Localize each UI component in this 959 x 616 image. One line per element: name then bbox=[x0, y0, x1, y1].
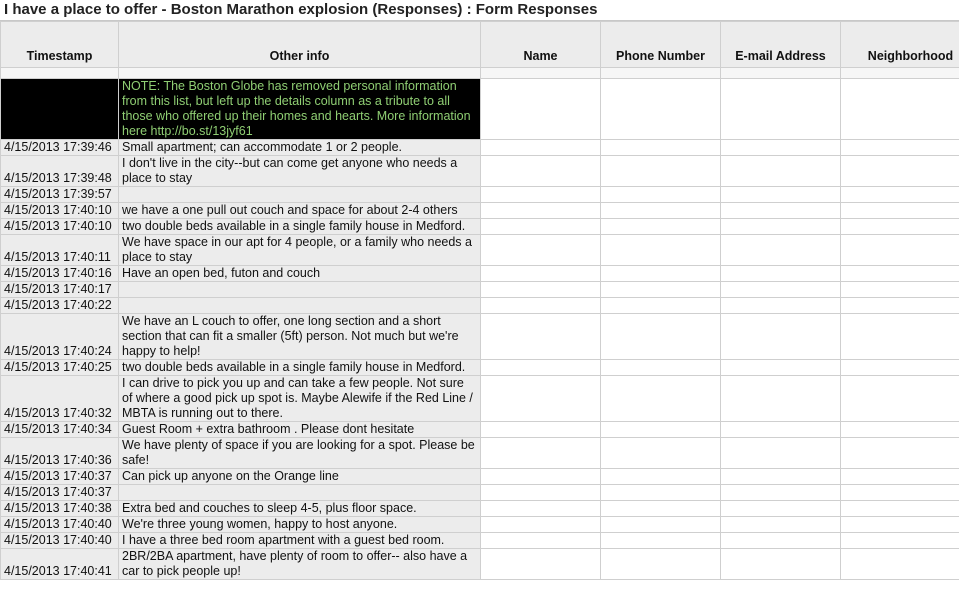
timestamp-cell[interactable]: 4/15/2013 17:40:41 bbox=[1, 549, 119, 580]
other-info-cell[interactable]: I don't live in the city--but can come get anyone who needs a place to stay bbox=[119, 156, 481, 187]
name-cell[interactable] bbox=[481, 517, 601, 533]
phone-number-cell[interactable] bbox=[601, 469, 721, 485]
table-row bbox=[1, 156, 959, 187]
table-row bbox=[1, 549, 959, 580]
table-cell[interactable] bbox=[601, 68, 721, 79]
timestamp-cell[interactable]: 4/15/2013 17:40:16 bbox=[1, 266, 119, 282]
column-header-phone-number[interactable]: Phone Number bbox=[601, 22, 721, 68]
name-cell[interactable] bbox=[481, 360, 601, 376]
name-cell[interactable] bbox=[481, 422, 601, 438]
name-cell[interactable] bbox=[481, 282, 601, 298]
email-address-cell[interactable] bbox=[721, 501, 841, 517]
phone-number-cell[interactable] bbox=[601, 501, 721, 517]
name-cell[interactable] bbox=[481, 376, 601, 422]
phone-number-cell[interactable] bbox=[601, 314, 721, 360]
table-row bbox=[1, 282, 959, 298]
table-cell[interactable] bbox=[1, 68, 119, 79]
phone-number-cell[interactable] bbox=[601, 298, 721, 314]
timestamp-cell[interactable]: 4/15/2013 17:40:25 bbox=[1, 360, 119, 376]
name-cell[interactable] bbox=[481, 314, 601, 360]
phone-number-cell[interactable] bbox=[601, 422, 721, 438]
name-cell[interactable] bbox=[481, 266, 601, 282]
neighborhood-cell[interactable] bbox=[841, 501, 959, 517]
timestamp-cell[interactable]: 4/15/2013 17:40:34 bbox=[1, 422, 119, 438]
name-cell[interactable] bbox=[481, 156, 601, 187]
email-address-cell[interactable] bbox=[721, 219, 841, 235]
other-info-cell[interactable]: Small apartment; can accommodate 1 or 2 people. bbox=[119, 140, 481, 156]
other-info-cell[interactable]: We're three young women, happy to host anyone. bbox=[119, 517, 481, 533]
table-cell[interactable] bbox=[601, 79, 721, 140]
phone-number-cell[interactable] bbox=[601, 203, 721, 219]
email-address-cell[interactable] bbox=[721, 376, 841, 422]
other-info-cell[interactable]: two double beds available in a single family house in Medford. bbox=[119, 219, 481, 235]
other-info-cell[interactable]: we have a one pull out couch and space for about 2-4 others bbox=[119, 203, 481, 219]
timestamp-cell[interactable]: 4/15/2013 17:40:36 bbox=[1, 438, 119, 469]
timestamp-cell[interactable]: 4/15/2013 17:40:10 bbox=[1, 219, 119, 235]
neighborhood-cell[interactable] bbox=[841, 203, 959, 219]
phone-number-cell[interactable] bbox=[601, 266, 721, 282]
other-info-cell[interactable] bbox=[119, 187, 481, 203]
email-address-cell[interactable] bbox=[721, 422, 841, 438]
email-address-cell[interactable] bbox=[721, 549, 841, 580]
table-row bbox=[1, 219, 959, 235]
timestamp-cell[interactable]: 4/15/2013 17:39:57 bbox=[1, 187, 119, 203]
other-info-cell[interactable]: 2BR/2BA apartment, have plenty of room to offer-- also have a car to pick people up! bbox=[119, 549, 481, 580]
table-row bbox=[1, 517, 959, 533]
phone-number-cell[interactable] bbox=[601, 235, 721, 266]
table-row bbox=[1, 187, 959, 203]
neighborhood-cell[interactable] bbox=[841, 469, 959, 485]
table-row bbox=[1, 422, 959, 438]
name-cell[interactable] bbox=[481, 485, 601, 501]
neighborhood-cell[interactable] bbox=[841, 156, 959, 187]
column-header-timestamp[interactable]: Timestamp bbox=[1, 22, 119, 68]
other-info-cell[interactable]: two double beds available in a single family house in Medford. bbox=[119, 360, 481, 376]
table-cell[interactable] bbox=[119, 68, 481, 79]
other-info-cell[interactable] bbox=[119, 298, 481, 314]
other-info-cell[interactable]: We have space in our apt for 4 people, or a family who needs a place to stay bbox=[119, 235, 481, 266]
email-address-cell[interactable] bbox=[721, 282, 841, 298]
timestamp-cell[interactable]: 4/15/2013 17:40:32 bbox=[1, 376, 119, 422]
table-cell[interactable] bbox=[721, 68, 841, 79]
other-info-cell[interactable]: We have plenty of space if you are looking for a spot. Please be safe! bbox=[119, 438, 481, 469]
neighborhood-cell[interactable] bbox=[841, 422, 959, 438]
neighborhood-cell[interactable] bbox=[841, 219, 959, 235]
table-row bbox=[1, 140, 959, 156]
neighborhood-cell[interactable] bbox=[841, 533, 959, 549]
neighborhood-cell[interactable] bbox=[841, 266, 959, 282]
name-cell[interactable] bbox=[481, 219, 601, 235]
table-row bbox=[1, 469, 959, 485]
other-info-cell[interactable]: Can pick up anyone on the Orange line bbox=[119, 469, 481, 485]
name-cell[interactable] bbox=[481, 140, 601, 156]
name-cell[interactable] bbox=[481, 438, 601, 469]
table-cell[interactable] bbox=[841, 68, 959, 79]
email-address-cell[interactable] bbox=[721, 140, 841, 156]
neighborhood-cell[interactable] bbox=[841, 298, 959, 314]
phone-number-cell[interactable] bbox=[601, 140, 721, 156]
email-address-cell[interactable] bbox=[721, 469, 841, 485]
timestamp-cell[interactable]: 4/15/2013 17:39:48 bbox=[1, 156, 119, 187]
table-cell[interactable] bbox=[481, 79, 601, 140]
phone-number-cell[interactable] bbox=[601, 376, 721, 422]
neighborhood-cell[interactable] bbox=[841, 438, 959, 469]
timestamp-cell[interactable]: 4/15/2013 17:39:46 bbox=[1, 140, 119, 156]
table-row bbox=[1, 203, 959, 219]
neighborhood-cell[interactable] bbox=[841, 360, 959, 376]
phone-number-cell[interactable] bbox=[601, 485, 721, 501]
phone-number-cell[interactable] bbox=[601, 549, 721, 580]
spacer-row bbox=[1, 68, 959, 79]
email-address-cell[interactable] bbox=[721, 517, 841, 533]
phone-number-cell[interactable] bbox=[601, 282, 721, 298]
neighborhood-cell[interactable] bbox=[841, 517, 959, 533]
timestamp-cell[interactable]: 4/15/2013 17:40:10 bbox=[1, 203, 119, 219]
email-address-cell[interactable] bbox=[721, 485, 841, 501]
table-row bbox=[1, 376, 959, 422]
phone-number-cell[interactable] bbox=[601, 517, 721, 533]
other-info-cell[interactable] bbox=[119, 485, 481, 501]
table-cell[interactable] bbox=[481, 68, 601, 79]
responses-table bbox=[0, 21, 959, 580]
phone-number-cell[interactable] bbox=[601, 187, 721, 203]
table-cell[interactable] bbox=[1, 79, 119, 140]
name-cell[interactable] bbox=[481, 235, 601, 266]
phone-number-cell[interactable] bbox=[601, 533, 721, 549]
table-row bbox=[1, 485, 959, 501]
table-cell[interactable] bbox=[841, 79, 959, 140]
table-cell[interactable] bbox=[721, 79, 841, 140]
name-cell[interactable] bbox=[481, 549, 601, 580]
neighborhood-cell[interactable] bbox=[841, 235, 959, 266]
table-row bbox=[1, 298, 959, 314]
timestamp-cell[interactable]: 4/15/2013 17:40:17 bbox=[1, 282, 119, 298]
table-row bbox=[1, 501, 959, 517]
neighborhood-cell[interactable] bbox=[841, 549, 959, 580]
name-cell[interactable] bbox=[481, 501, 601, 517]
note-cell[interactable]: NOTE: The Boston Globe has removed personal information from this list, but left up the details column as a tribute to all those who offered up their homes and hearts. More information here http://bo.st/13jyf61 bbox=[119, 79, 481, 140]
email-address-cell[interactable] bbox=[721, 298, 841, 314]
other-info-cell[interactable]: Have an open bed, futon and couch bbox=[119, 266, 481, 282]
timestamp-cell[interactable]: 4/15/2013 17:40:40 bbox=[1, 533, 119, 549]
timestamp-cell[interactable]: 4/15/2013 17:40:22 bbox=[1, 298, 119, 314]
column-header-other-info[interactable]: Other info bbox=[119, 22, 481, 68]
email-address-cell[interactable] bbox=[721, 235, 841, 266]
other-info-cell[interactable]: I have a three bed room apartment with a guest bed room. bbox=[119, 533, 481, 549]
email-address-cell[interactable] bbox=[721, 360, 841, 376]
other-info-cell[interactable]: I can drive to pick you up and can take a few people. Not sure of where a good pick up spot is. Maybe Alewife if the Red Line / MBTA is running out to there. bbox=[119, 376, 481, 422]
neighborhood-cell[interactable] bbox=[841, 187, 959, 203]
email-address-cell[interactable] bbox=[721, 187, 841, 203]
timestamp-cell[interactable]: 4/15/2013 17:40:24 bbox=[1, 314, 119, 360]
timestamp-cell[interactable]: 4/15/2013 17:40:38 bbox=[1, 501, 119, 517]
table-row bbox=[1, 235, 959, 266]
timestamp-cell[interactable]: 4/15/2013 17:40:37 bbox=[1, 469, 119, 485]
timestamp-cell[interactable]: 4/15/2013 17:40:40 bbox=[1, 517, 119, 533]
other-info-cell[interactable]: Extra bed and couches to sleep 4-5, plus floor space. bbox=[119, 501, 481, 517]
other-info-cell[interactable]: We have an L couch to offer, one long section and a short section that can fit a smaller (5ft) person. Not much but we're happy to help! bbox=[119, 314, 481, 360]
table-row bbox=[1, 314, 959, 360]
note-row bbox=[1, 79, 959, 140]
timestamp-cell[interactable]: 4/15/2013 17:40:11 bbox=[1, 235, 119, 266]
timestamp-cell[interactable]: 4/15/2013 17:40:37 bbox=[1, 485, 119, 501]
phone-number-cell[interactable] bbox=[601, 219, 721, 235]
table-row bbox=[1, 533, 959, 549]
name-cell[interactable] bbox=[481, 298, 601, 314]
phone-number-cell[interactable] bbox=[601, 360, 721, 376]
table-row bbox=[1, 438, 959, 469]
neighborhood-cell[interactable] bbox=[841, 314, 959, 360]
neighborhood-cell[interactable] bbox=[841, 140, 959, 156]
email-address-cell[interactable] bbox=[721, 266, 841, 282]
name-cell[interactable] bbox=[481, 533, 601, 549]
email-address-cell[interactable] bbox=[721, 314, 841, 360]
phone-number-cell[interactable] bbox=[601, 438, 721, 469]
table-row bbox=[1, 360, 959, 376]
other-info-cell[interactable]: Guest Room + extra bathroom . Please dont hesitate bbox=[119, 422, 481, 438]
sheet-title: I have a place to offer - Boston Marathon explosion (Responses) : Form Responses bbox=[0, 0, 959, 21]
name-cell[interactable] bbox=[481, 187, 601, 203]
email-address-cell[interactable] bbox=[721, 533, 841, 549]
column-header-neighborhood[interactable]: Neighborhood bbox=[841, 22, 959, 68]
neighborhood-cell[interactable] bbox=[841, 376, 959, 422]
email-address-cell[interactable] bbox=[721, 156, 841, 187]
phone-number-cell[interactable] bbox=[601, 156, 721, 187]
table-row bbox=[1, 266, 959, 282]
name-cell[interactable] bbox=[481, 469, 601, 485]
column-header-name[interactable]: Name bbox=[481, 22, 601, 68]
neighborhood-cell[interactable] bbox=[841, 485, 959, 501]
neighborhood-cell[interactable] bbox=[841, 282, 959, 298]
other-info-cell[interactable] bbox=[119, 282, 481, 298]
column-header-email-address[interactable]: E-mail Address bbox=[721, 22, 841, 68]
name-cell[interactable] bbox=[481, 203, 601, 219]
header-row bbox=[1, 22, 959, 68]
email-address-cell[interactable] bbox=[721, 203, 841, 219]
email-address-cell[interactable] bbox=[721, 438, 841, 469]
